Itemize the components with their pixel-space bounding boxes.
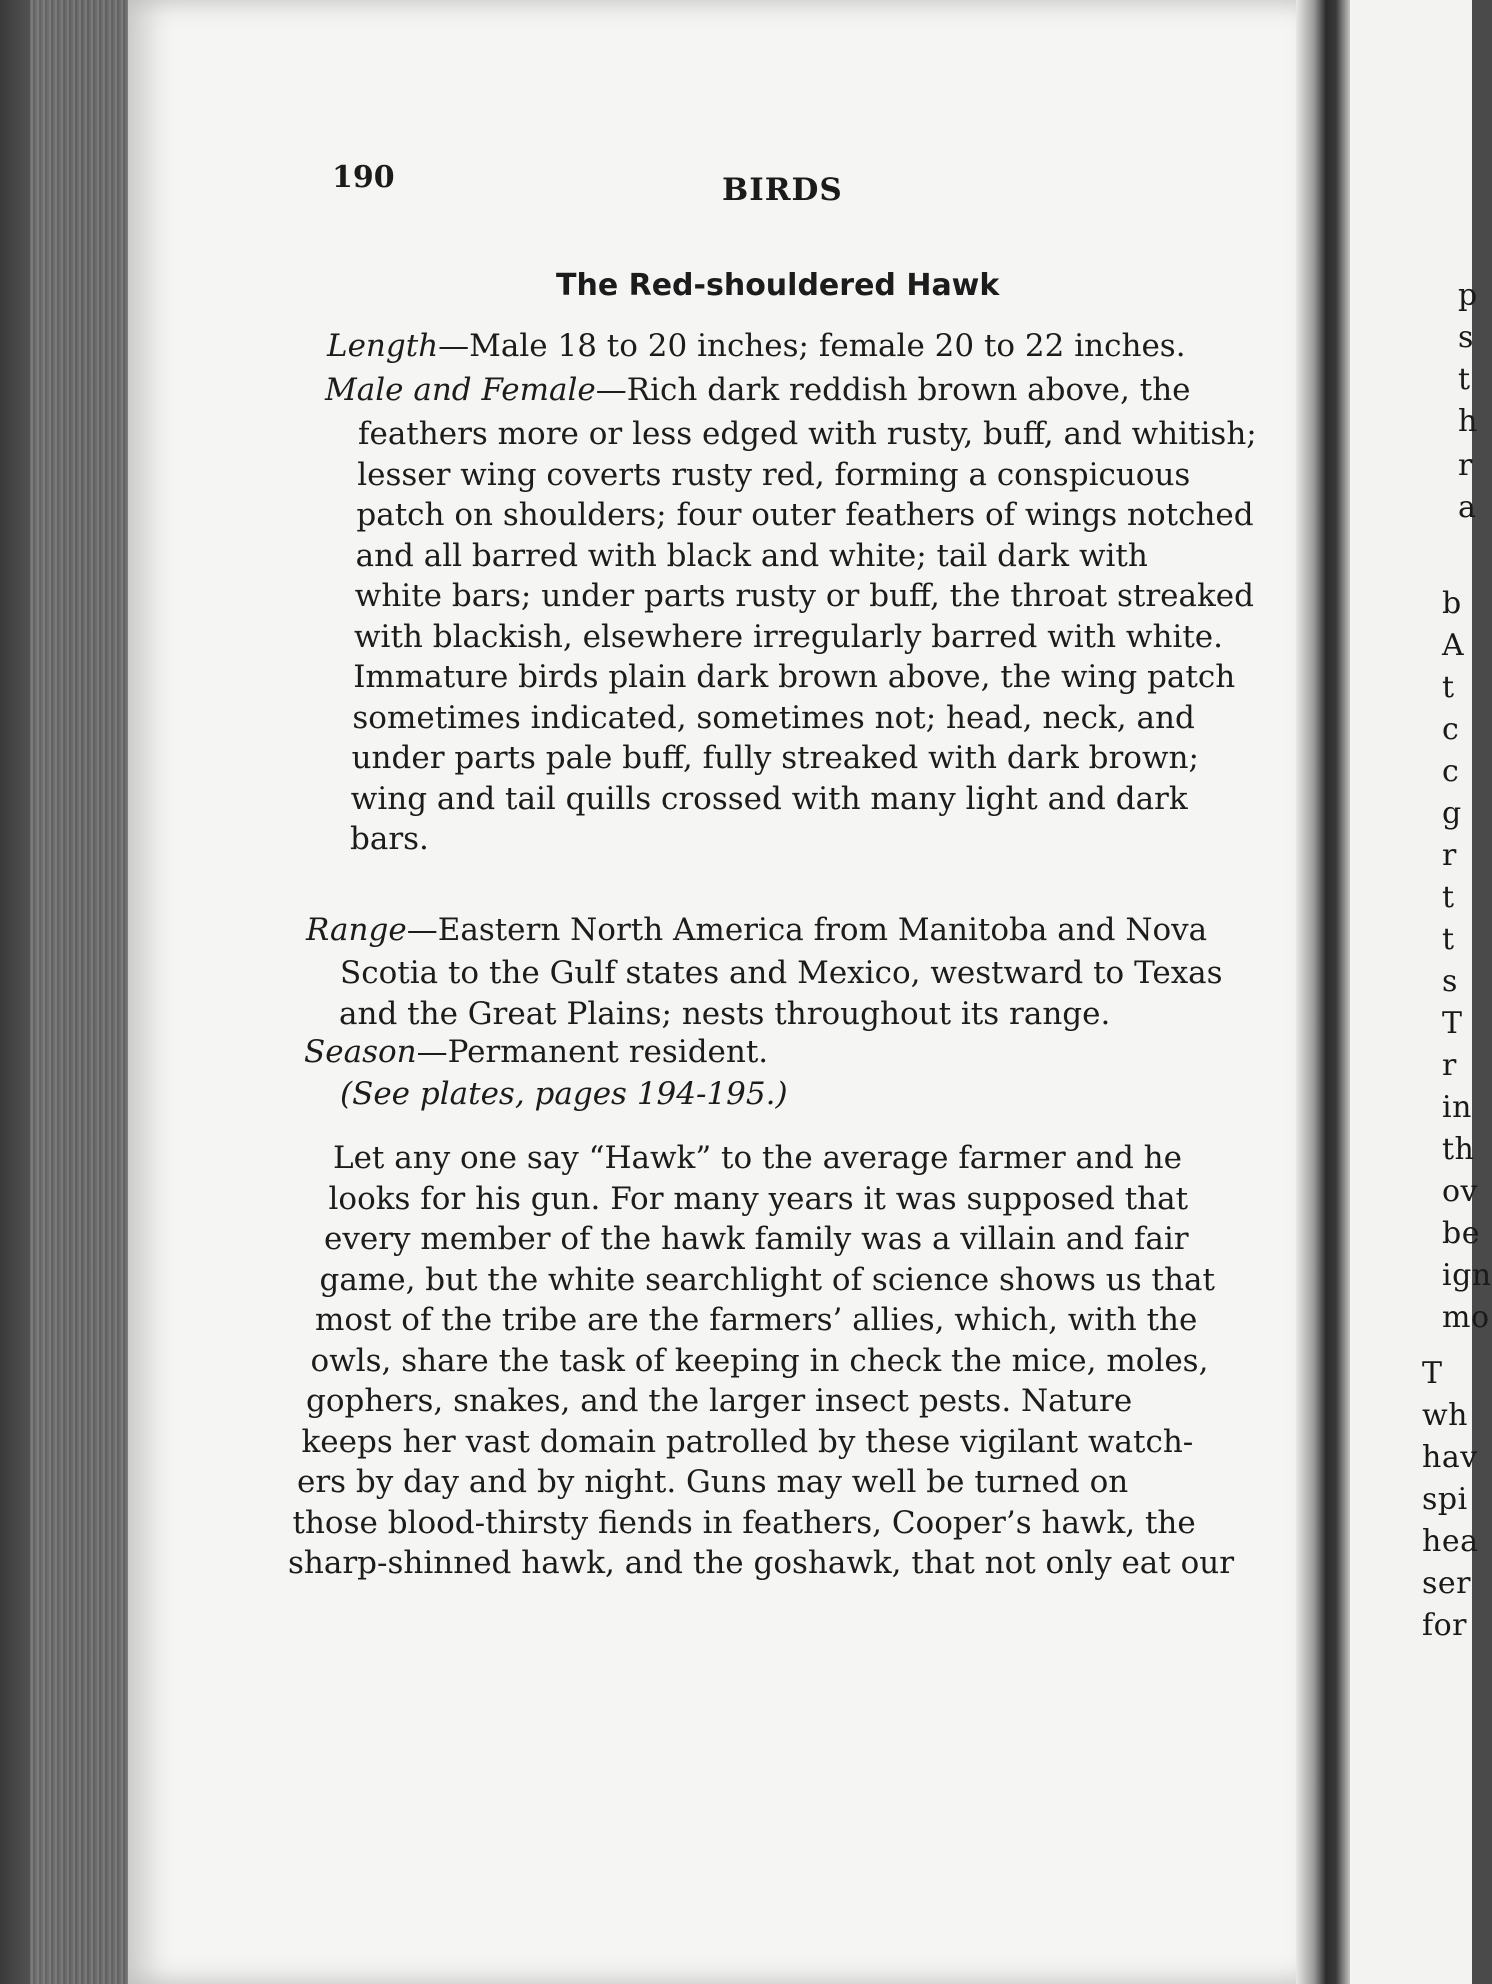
entry-length xyxy=(327,328,1186,364)
body-line: ers by day and by night. Guns may well be turned on xyxy=(297,1464,1129,1500)
body-line: owls, share the task of keeping in check the mice, moles, xyxy=(310,1342,1209,1379)
body-line: every member of the hawk family was a villain and fair xyxy=(324,1221,1189,1257)
facing-page-fragment: c xyxy=(1442,712,1460,747)
facing-page-fragment: a xyxy=(1458,490,1477,525)
entry-season xyxy=(304,1034,768,1070)
entry-text: —Rich dark reddish brown above, the xyxy=(595,372,1191,408)
facing-page-fragment: hav xyxy=(1422,1440,1478,1475)
description-line: wing and tail quills crossed with many light and dark xyxy=(350,780,1188,817)
entry-label: Range xyxy=(306,912,407,948)
entry-text: —Permanent resident. xyxy=(416,1034,769,1070)
facing-page-fragment: T xyxy=(1442,1006,1463,1041)
facing-page-fragment: th xyxy=(1442,1132,1475,1167)
description-line: and all barred with black and white; tail dark with xyxy=(355,537,1148,574)
facing-page-fragment: mo xyxy=(1442,1300,1490,1335)
facing-page-fragment: spi xyxy=(1422,1482,1468,1517)
description-line: white bars; under parts rusty or buff, the throat streaked xyxy=(354,578,1254,614)
range-line: Scotia to the Gulf states and Mexico, westward to Texas xyxy=(340,955,1223,991)
facing-page-fragment: r xyxy=(1458,448,1473,483)
range-line: and the Great Plains; nests throughout its range. xyxy=(339,996,1111,1032)
facing-page-fragment: be xyxy=(1442,1216,1480,1251)
description-line: lesser wing coverts rusty red, forming a conspicuous xyxy=(357,456,1191,493)
facing-page-fragment: ser xyxy=(1422,1566,1471,1601)
description-line: with blackish, elsewhere irregularly barred with white. xyxy=(354,618,1223,655)
facing-page-fragment: s xyxy=(1458,320,1474,355)
facing-page-fragment: in xyxy=(1442,1090,1472,1125)
facing-page-fragment: T xyxy=(1422,1356,1443,1391)
description-line: bars. xyxy=(350,821,429,857)
facing-page-fragment: ov xyxy=(1442,1174,1479,1209)
facing-page-fragment: c xyxy=(1442,754,1460,789)
body-line: gophers, snakes, and the larger insect pests. Nature xyxy=(306,1383,1133,1419)
body-line: Let any one say “Hawk” to the average farmer and he xyxy=(333,1140,1182,1176)
entry-male-female xyxy=(325,372,1191,408)
body-line: sharp-shinned hawk, and the goshawk, that not only eat our xyxy=(288,1545,1235,1581)
entry-text: —Eastern North America from Manitoba and Nova xyxy=(406,912,1208,948)
entry-range xyxy=(306,912,1207,948)
body-line: game, but the white searchlight of science shows us that xyxy=(319,1261,1215,1298)
description-line: sometimes indicated, sometimes not; head, neck, and xyxy=(352,699,1195,736)
body-line: most of the tribe are the farmers’ allies, which, with the xyxy=(315,1302,1198,1338)
page-number: 190 xyxy=(332,160,395,195)
facing-page-fragment: hea xyxy=(1422,1524,1479,1559)
running-head: BIRDS xyxy=(722,172,843,208)
plates-note: (See plates, pages 194-195.) xyxy=(340,1076,788,1112)
facing-page-fragment: s xyxy=(1442,964,1458,999)
description-line: feathers more or less edged with rusty, buff, and whitish; xyxy=(358,416,1257,452)
facing-page-fragment: r xyxy=(1442,1048,1457,1083)
section-title: The Red-shouldered Hawk xyxy=(556,268,1000,303)
facing-page-fragment: h xyxy=(1458,404,1478,439)
facing-page-fragment: t xyxy=(1442,670,1455,705)
facing-page-fragment: t xyxy=(1458,362,1471,397)
entry-text: —Male 18 to 20 inches; female 20 to 22 inches. xyxy=(438,328,1186,364)
facing-page-fragment: ign xyxy=(1442,1258,1492,1293)
body-line: keeps her vast domain patrolled by these vigilant watch- xyxy=(301,1423,1194,1460)
entry-label: Male and Female xyxy=(325,372,596,408)
body-line: those blood-thirsty fiends in feathers, Cooper’s hawk, the xyxy=(292,1504,1196,1541)
facing-page-fragment: g xyxy=(1442,796,1462,831)
facing-page-fragment: wh xyxy=(1422,1398,1468,1433)
facing-page-fragment: for xyxy=(1422,1608,1468,1643)
facing-page-fragment: A xyxy=(1442,628,1465,663)
entry-label: Season xyxy=(304,1034,417,1070)
entry-label: Length xyxy=(327,328,439,364)
description-line: Immature birds plain dark brown above, the wing patch xyxy=(353,659,1236,695)
body-line: looks for his gun. For many years it was supposed that xyxy=(328,1180,1189,1217)
facing-page-fragment: p xyxy=(1458,278,1478,313)
description-line: under parts pale buff, fully streaked with dark brown; xyxy=(351,740,1199,776)
description-line: patch on shoulders; four outer feathers of wings notched xyxy=(356,497,1254,533)
facing-page-fragment: t xyxy=(1442,880,1455,915)
facing-page-fragment: b xyxy=(1442,586,1462,621)
facing-page-fragment: r xyxy=(1442,838,1457,873)
facing-page-fragment: t xyxy=(1442,922,1455,957)
